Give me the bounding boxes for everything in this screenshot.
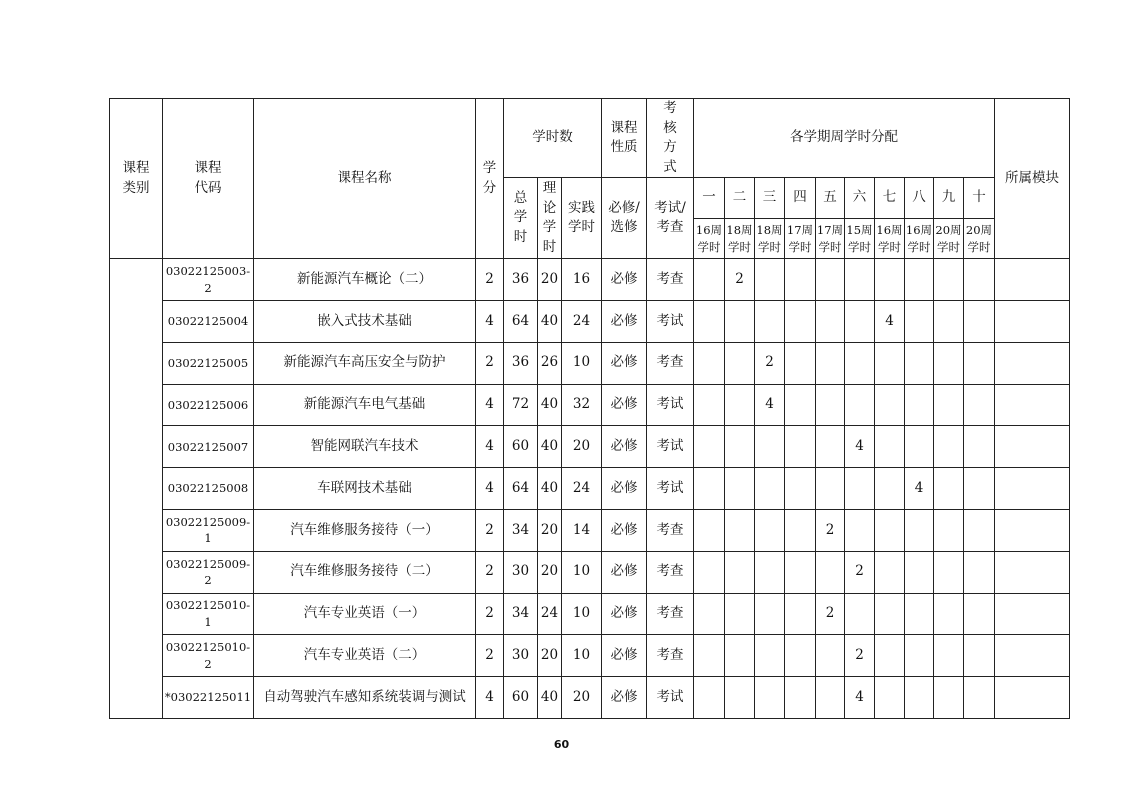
semester-hours-cell [905,342,934,384]
course-module [995,426,1070,468]
table-row [110,677,1070,719]
course-practice: 24 [562,468,602,510]
semester-hours-cell [694,301,725,343]
semester-weeks-cell [905,219,934,259]
semester-hours-cell [964,259,995,301]
semester-hours-cell [755,551,785,593]
semester-hours-cell [964,384,995,426]
course-name: 新能源汽车概论（二） [254,259,476,301]
course-assessment: 考查 [647,551,694,593]
course-code: 03022125006 [163,384,254,426]
course-code: 03022125009-1 [163,510,254,552]
course-total: 34 [504,593,538,635]
semester-hours-cell [694,677,725,719]
semester-hours-cell [755,510,785,552]
semester-label: 九 [934,178,964,219]
semester-hours-cell [875,677,905,719]
course-total: 60 [504,426,538,468]
course-theory: 40 [538,426,562,468]
course-assessment: 考查 [647,342,694,384]
course-module [995,301,1070,343]
course-name: 新能源汽车高压安全与防护 [254,342,476,384]
semester-weeks: 20周 [965,223,993,238]
semester-hours-cell [875,593,905,635]
course-total: 36 [504,259,538,301]
semester-unit: 学时 [878,239,901,254]
semester-hours-cell [875,551,905,593]
semester-hours-cell [905,384,934,426]
course-name: 汽车维修服务接待（二） [254,551,476,593]
semester-hours-cell [785,593,816,635]
course-credit: 2 [476,551,504,593]
course-assessment: 考试 [647,468,694,510]
course-total: 64 [504,468,538,510]
course-code: 03022125007 [163,426,254,468]
course-total: 60 [504,677,538,719]
semester-hours-cell: 4 [845,677,875,719]
table-row [110,510,1070,552]
semester-hours-cell [875,426,905,468]
semester-weeks: 16周 [876,223,903,238]
semester-hours-cell [725,342,755,384]
semester-weeks-cell [785,219,816,259]
semester-hours-cell: 2 [725,259,755,301]
semester-label: 七 [875,178,905,219]
course-module [995,593,1070,635]
course-assessment: 考试 [647,677,694,719]
semester-hours-cell [845,259,875,301]
semester-hours-cell [755,677,785,719]
course-practice: 10 [562,593,602,635]
course-module [995,259,1070,301]
semester-hours-cell: 2 [816,593,845,635]
semester-label: 二 [725,178,755,219]
course-theory: 40 [538,384,562,426]
table-row [110,342,1070,384]
semester-hours-cell [934,635,964,677]
semester-weeks-cell [845,219,875,259]
header-code: 课程代码 [163,99,254,259]
course-module [995,635,1070,677]
semester-hours-cell [905,510,934,552]
table-row [110,593,1070,635]
course-credit: 4 [476,426,504,468]
semester-hours-cell [875,635,905,677]
course-nature: 必修 [602,468,647,510]
semester-hours-cell [816,551,845,593]
semester-hours-cell [694,468,725,510]
semester-hours-cell [785,551,816,593]
semester-hours-cell [816,384,845,426]
course-nature: 必修 [602,635,647,677]
semester-hours-cell: 2 [816,510,845,552]
semester-hours-cell [934,677,964,719]
semester-hours-cell [964,301,995,343]
course-code: 03022125003-2 [163,259,254,301]
semester-hours-cell [725,384,755,426]
semester-unit: 学时 [758,239,781,254]
semester-hours-cell [964,551,995,593]
semester-hours-cell [785,510,816,552]
semester-hours-cell [934,551,964,593]
semester-weeks-cell [725,219,755,259]
table-row [110,301,1070,343]
semester-hours-cell [934,426,964,468]
semester-hours-cell [845,468,875,510]
semester-hours-cell [725,593,755,635]
semester-hours-cell [905,677,934,719]
course-nature: 必修 [602,342,647,384]
semester-hours-cell [964,635,995,677]
header-total-hours: 总学时 [504,178,538,259]
course-name: 智能网联汽车技术 [254,426,476,468]
header-name: 课程名称 [254,99,476,259]
semester-hours-cell [934,384,964,426]
course-code: 03022125005 [163,342,254,384]
semester-hours-cell [816,468,845,510]
header-practice-hours: 实践学时 [562,178,602,259]
semester-hours-cell [694,426,725,468]
header-hours-group: 学时数 [504,99,602,178]
course-name: 汽车维修服务接待（一） [254,510,476,552]
course-nature: 必修 [602,510,647,552]
semester-unit: 学时 [907,239,931,254]
course-assessment: 考试 [647,301,694,343]
semester-hours-cell [845,384,875,426]
semester-hours-cell [964,677,995,719]
course-name: 车联网技术基础 [254,468,476,510]
course-practice: 10 [562,342,602,384]
semester-hours-cell [694,384,725,426]
semester-hours-cell: 4 [755,384,785,426]
semester-hours-cell [905,635,934,677]
course-theory: 40 [538,468,562,510]
semester-hours-cell [725,426,755,468]
course-nature: 必修 [602,677,647,719]
semester-hours-cell [725,551,755,593]
course-code: 03022125008 [163,468,254,510]
semester-hours-cell [905,259,934,301]
course-assessment: 考查 [647,635,694,677]
header-credit: 学分 [476,99,504,259]
semester-hours-cell [875,259,905,301]
semester-label: 六 [845,178,875,219]
semester-hours-cell [816,301,845,343]
semester-hours-cell [755,301,785,343]
semester-hours-cell [845,342,875,384]
course-credit: 4 [476,384,504,426]
semester-label: 八 [905,178,934,219]
course-assessment: 考试 [647,426,694,468]
semester-hours-cell [934,342,964,384]
course-theory: 20 [538,510,562,552]
course-credit: 4 [476,468,504,510]
course-total: 72 [504,384,538,426]
semester-hours-cell [725,301,755,343]
semester-unit: 学时 [788,239,812,254]
semester-hours-cell [785,259,816,301]
semester-hours-cell [785,426,816,468]
header-semester-group: 各学期周学时分配 [694,99,995,178]
course-practice: 20 [562,426,602,468]
course-practice: 10 [562,635,602,677]
semester-hours-cell [785,677,816,719]
course-credit: 4 [476,301,504,343]
semester-hours-cell [964,426,995,468]
semester-weeks: 17周 [816,223,844,238]
semester-hours-cell [816,259,845,301]
semester-hours-cell [725,468,755,510]
semester-weeks: 17周 [786,223,814,238]
course-nature: 必修 [602,593,647,635]
semester-weeks: 16周 [695,223,723,238]
semester-hours-cell [905,551,934,593]
semester-hours-cell [694,593,725,635]
semester-unit: 学时 [967,239,991,254]
table-row [110,635,1070,677]
semester-unit: 学时 [848,239,871,254]
course-theory: 24 [538,593,562,635]
semester-label: 十 [964,178,995,219]
semester-hours-cell [785,384,816,426]
semester-hours-cell: 2 [845,635,875,677]
semester-hours-cell [755,468,785,510]
semester-hours-cell [875,468,905,510]
course-practice: 14 [562,510,602,552]
course-practice: 32 [562,384,602,426]
semester-hours-cell [905,301,934,343]
semester-hours-cell [875,384,905,426]
course-theory: 20 [538,635,562,677]
semester-unit: 学时 [697,239,721,254]
semester-hours-cell [934,510,964,552]
header-category: 课程类别 [110,99,163,259]
course-theory: 26 [538,342,562,384]
semester-hours-cell: 4 [875,301,905,343]
course-assessment: 考试 [647,384,694,426]
semester-hours-cell [816,635,845,677]
course-code: *03022125011 [163,677,254,719]
course-name: 自动驾驶汽车感知系统装调与测试 [254,677,476,719]
semester-hours-cell [964,593,995,635]
semester-hours-cell: 2 [845,551,875,593]
course-code: 03022125010-2 [163,635,254,677]
semester-weeks: 20周 [935,223,962,238]
course-theory: 40 [538,677,562,719]
semester-hours-cell [934,259,964,301]
semester-hours-cell [964,342,995,384]
semester-hours-cell [755,593,785,635]
header-nature: 课程性质 [602,99,647,178]
header-module: 所属模块 [995,99,1070,259]
table-row [110,384,1070,426]
semester-weeks-cell [755,219,785,259]
semester-hours-cell [845,301,875,343]
curriculum-table [109,98,1070,719]
semester-hours-cell [694,551,725,593]
semester-hours-cell [934,593,964,635]
semester-weeks-cell [934,219,964,259]
semester-hours-cell [785,468,816,510]
semester-weeks: 18周 [756,223,783,238]
semester-label: 一 [694,178,725,219]
course-module [995,551,1070,593]
header-theory-hours: 理论学时 [538,178,562,259]
semester-hours-cell [694,259,725,301]
header-nature-values: 必修/选修 [602,178,647,259]
semester-hours-cell [785,635,816,677]
course-code: 03022125004 [163,301,254,343]
course-nature: 必修 [602,551,647,593]
course-theory: 40 [538,301,562,343]
course-total: 64 [504,301,538,343]
table-row [110,551,1070,593]
course-credit: 2 [476,635,504,677]
semester-hours-cell [755,426,785,468]
semester-unit: 学时 [818,239,842,254]
semester-weeks-cell [694,219,725,259]
semester-weeks: 15周 [846,223,873,238]
semester-weeks: 18周 [726,223,753,238]
table-row [110,426,1070,468]
semester-unit: 学时 [937,239,960,254]
semester-hours-cell [875,510,905,552]
course-table-body [110,259,1070,719]
semester-unit: 学时 [728,239,751,254]
course-theory: 20 [538,551,562,593]
page-number: 60 [553,738,570,751]
semester-weeks-cell [816,219,845,259]
course-credit: 4 [476,677,504,719]
semester-hours-cell [785,342,816,384]
semester-hours-cell [725,635,755,677]
course-code: 03022125010-1 [163,593,254,635]
course-assessment: 考查 [647,593,694,635]
semester-weeks-cell [875,219,905,259]
course-practice: 24 [562,301,602,343]
table-row [110,259,1070,301]
category-cell [110,259,163,719]
course-credit: 2 [476,342,504,384]
course-module [995,510,1070,552]
course-credit: 2 [476,593,504,635]
course-credit: 2 [476,510,504,552]
semester-weeks-cell [964,219,995,259]
course-nature: 必修 [602,426,647,468]
semester-hours-cell [934,468,964,510]
course-total: 36 [504,342,538,384]
semester-hours-cell [875,342,905,384]
course-assessment: 考查 [647,259,694,301]
course-name: 嵌入式技术基础 [254,301,476,343]
course-module [995,677,1070,719]
course-total: 30 [504,635,538,677]
course-nature: 必修 [602,384,647,426]
semester-hours-cell: 4 [905,468,934,510]
semester-hours-cell [964,510,995,552]
course-practice: 16 [562,259,602,301]
course-name: 汽车专业英语（二） [254,635,476,677]
semester-hours-cell [755,259,785,301]
course-code: 03022125009-2 [163,551,254,593]
semester-label: 三 [755,178,785,219]
course-theory: 20 [538,259,562,301]
semester-hours-cell [905,593,934,635]
semester-hours-cell [694,342,725,384]
semester-hours-cell [785,301,816,343]
course-nature: 必修 [602,301,647,343]
course-total: 34 [504,510,538,552]
semester-hours-cell [816,426,845,468]
course-nature: 必修 [602,259,647,301]
semester-hours-cell [934,301,964,343]
semester-hours-cell [905,426,934,468]
course-total: 30 [504,551,538,593]
course-practice: 10 [562,551,602,593]
semester-hours-cell [725,677,755,719]
semester-hours-cell [845,593,875,635]
course-module [995,468,1070,510]
semester-hours-cell [816,342,845,384]
semester-hours-cell [694,510,725,552]
semester-hours-cell [694,635,725,677]
semester-hours-cell: 2 [755,342,785,384]
course-practice: 20 [562,677,602,719]
semester-weeks: 16周 [905,223,933,238]
header-assessment-values: 考试/考查 [647,178,694,259]
semester-label: 五 [816,178,845,219]
semester-hours-cell [964,468,995,510]
semester-hours-cell [725,510,755,552]
course-module [995,384,1070,426]
table-row [110,468,1070,510]
semester-hours-cell [816,677,845,719]
semester-hours-cell: 4 [845,426,875,468]
header-assessment: 考核方式 [647,99,694,178]
course-assessment: 考查 [647,510,694,552]
semester-hours-cell [845,510,875,552]
course-name: 新能源汽车电气基础 [254,384,476,426]
course-name: 汽车专业英语（一） [254,593,476,635]
course-credit: 2 [476,259,504,301]
semester-hours-cell [755,635,785,677]
semester-label: 四 [785,178,816,219]
course-module [995,342,1070,384]
